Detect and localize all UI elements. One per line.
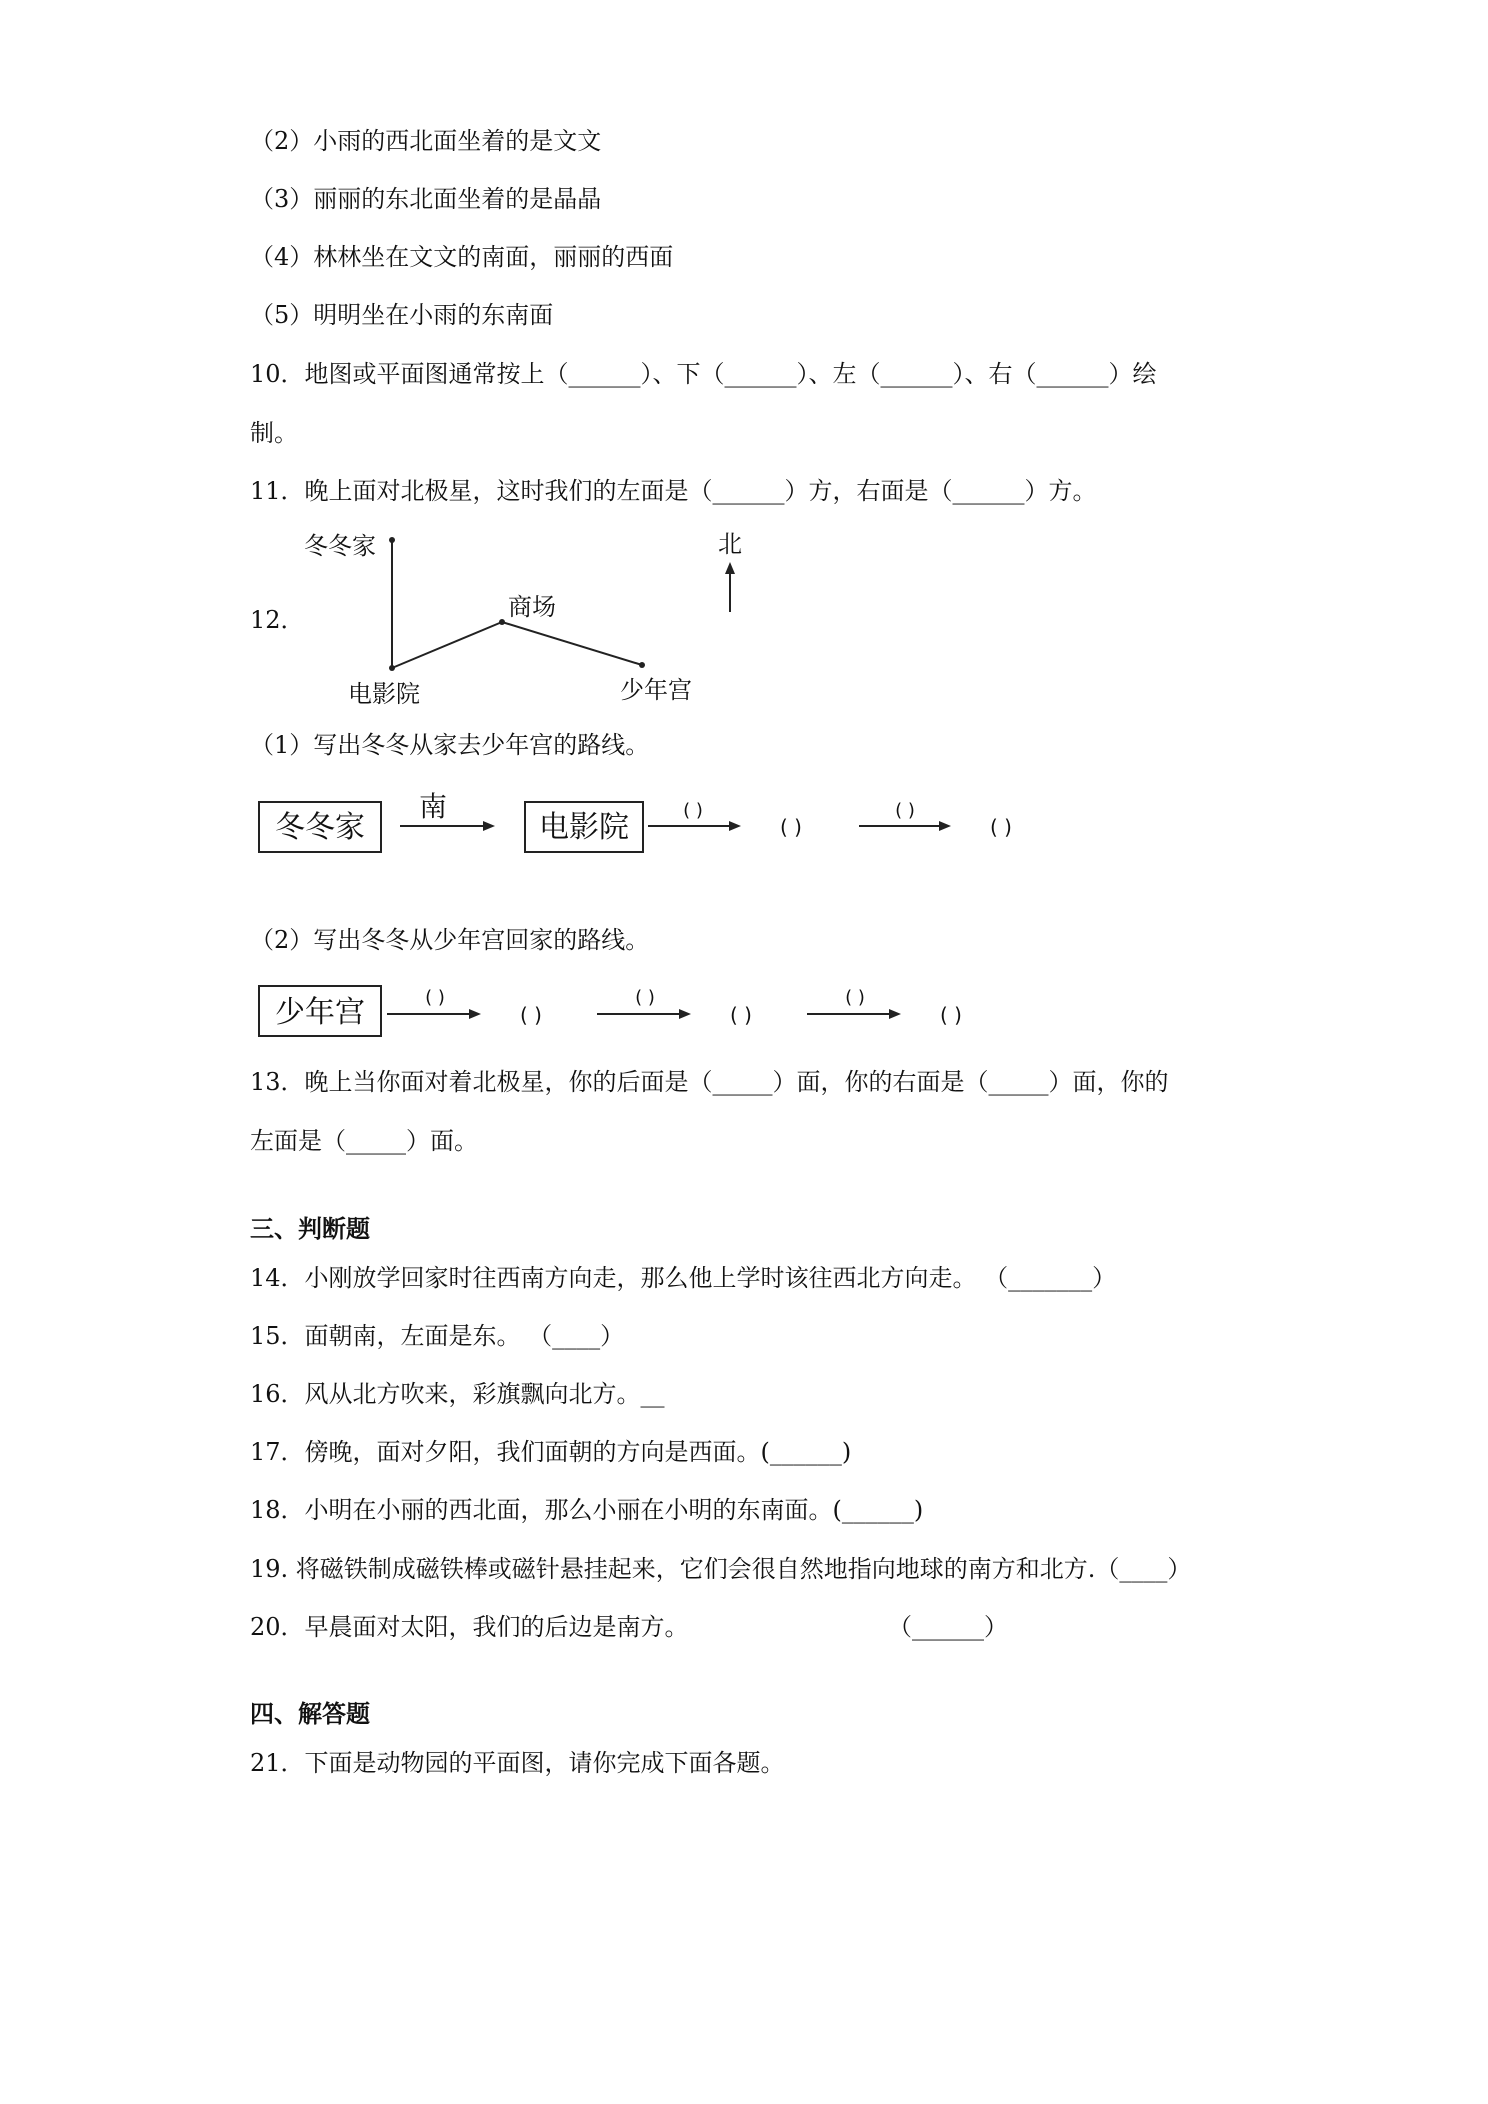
question-16: 16．风从北方吹来，彩旗飘向北方。__	[250, 1380, 665, 1408]
route2-blank-place-2: ( )	[730, 1003, 752, 1027]
question-19: 19. 将磁铁制成磁铁棒或磁针悬挂起来，它们会很自然地指向地球的南方和北方.（____）	[250, 1555, 1192, 1583]
route1-blank-dir-2: ( )	[895, 800, 915, 821]
route-to-palace-diagram	[255, 788, 1075, 858]
route2-blank-dir-2: ( )	[635, 987, 655, 1008]
route-home-diagram	[255, 980, 1075, 1050]
route-map-diagram	[290, 520, 770, 710]
route1-start-box: 冬冬家	[275, 810, 365, 845]
route2-blank-dir-3: ( )	[845, 987, 865, 1008]
route2-blank-place-1: ( )	[520, 1003, 542, 1027]
question-12-part-1: （1）写出冬冬从家去少年宫的路线。	[250, 731, 650, 759]
route1-direction: 南	[418, 790, 448, 823]
route1-blank-dir-1: ( )	[683, 800, 703, 821]
route1-blank-place-1: ( )	[780, 815, 802, 839]
question-13-line-1: 13．晚上当你面对着北极星，你的后面是（_____）面，你的右面是（_____）面，你的	[250, 1068, 1169, 1096]
q9-item-4: （4）林林坐在文文的南面，丽丽的西面	[250, 243, 674, 271]
map-label-home: 冬冬家	[304, 532, 376, 560]
section-3-heading: 三、判断题	[250, 1215, 370, 1243]
question-20-blank: （______）	[888, 1613, 1008, 1641]
question-13-line-2: 左面是（_____）面。	[250, 1127, 478, 1155]
question-12-part-2: （2）写出冬冬从少年宫回家的路线。	[250, 926, 650, 954]
question-12-number: 12．	[250, 606, 305, 634]
q9-item-2: （2）小雨的西北面坐着的是文文	[250, 127, 602, 155]
map-label-palace: 少年宫	[620, 676, 692, 704]
route2-start-box: 少年宫	[275, 995, 365, 1030]
q9-item-3: （3）丽丽的东北面坐着的是晶晶	[250, 185, 602, 213]
map-label-cinema: 电影院	[348, 680, 420, 708]
question-20: 20．早晨面对太阳，我们的后边是南方。	[250, 1613, 689, 1641]
north-label: 北	[718, 530, 742, 558]
question-11: 11．晚上面对北极星，这时我们的左面是（______）方，右面是（______）方。	[250, 477, 1097, 505]
route1-second-box: 电影院	[539, 810, 629, 845]
question-15: 15．面朝南，左面是东。 （____）	[250, 1322, 625, 1350]
question-17: 17．傍晚，面对夕阳，我们面朝的方向是西面。(______)	[250, 1438, 852, 1466]
section-4-heading: 四、解答题	[250, 1700, 370, 1728]
question-21: 21．下面是动物园的平面图，请你完成下面各题。	[250, 1749, 785, 1777]
route2-blank-place-3: ( )	[940, 1003, 962, 1027]
q9-item-5: （5）明明坐在小雨的东南面	[250, 301, 554, 329]
question-10-line-2: 制。	[250, 419, 298, 447]
route1-blank-place-2: ( )	[990, 815, 1012, 839]
route2-blank-dir-1: ( )	[425, 987, 445, 1008]
map-label-mall: 商场	[508, 593, 556, 621]
question-14: 14．小刚放学回家时往西南方向走，那么他上学时该往西北方向走。 （_______）	[250, 1264, 1117, 1292]
question-10-line-1: 10．地图或平面图通常按上（______）、下（______）、左（______）、右（______）绘	[250, 360, 1157, 388]
question-18: 18．小明在小丽的西北面，那么小丽在小明的东南面。(______)	[250, 1496, 924, 1524]
